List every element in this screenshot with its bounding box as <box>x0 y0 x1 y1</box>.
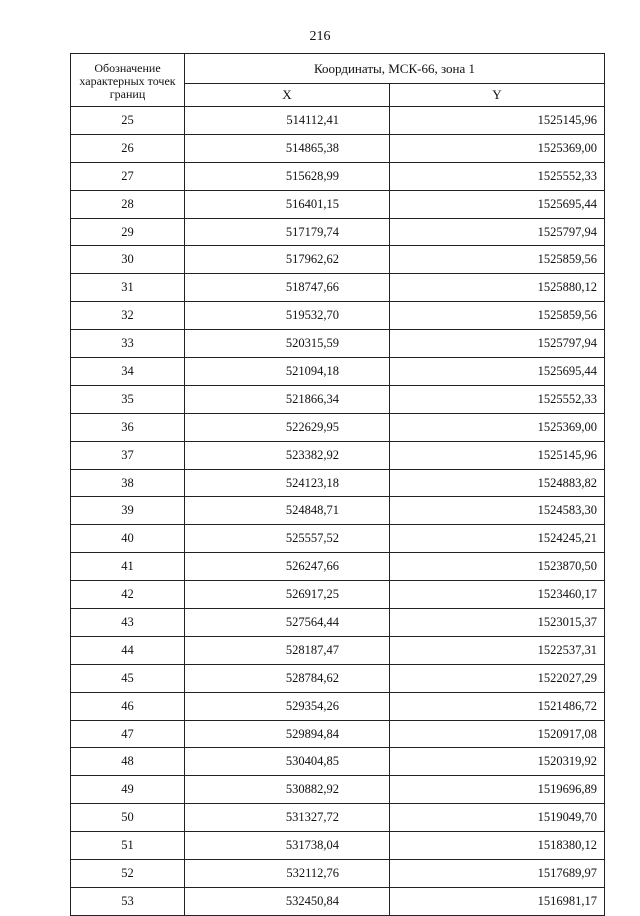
x-cell: 528187,47 <box>185 636 390 664</box>
point-cell: 53 <box>71 887 185 915</box>
y-cell: 1525695,44 <box>390 190 605 218</box>
table-row <box>71 190 605 218</box>
y-cell: 1521486,72 <box>390 692 605 720</box>
table-row <box>71 413 605 441</box>
x-cell: 532112,76 <box>185 860 390 888</box>
table-row <box>71 553 605 581</box>
point-cell: 46 <box>71 692 185 720</box>
x-cell: 514112,41 <box>185 107 390 135</box>
y-cell: 1518380,12 <box>390 832 605 860</box>
table-row <box>71 860 605 888</box>
x-cell: 527564,44 <box>185 609 390 637</box>
point-cell: 47 <box>71 720 185 748</box>
y-cell: 1516981,17 <box>390 887 605 915</box>
point-cell: 48 <box>71 748 185 776</box>
table-row <box>71 776 605 804</box>
y-cell: 1519696,89 <box>390 776 605 804</box>
x-cell: 529894,84 <box>185 720 390 748</box>
point-cell: 29 <box>71 218 185 246</box>
table-row <box>71 134 605 162</box>
point-cell: 36 <box>71 413 185 441</box>
table-row <box>71 720 605 748</box>
x-cell: 518747,66 <box>185 274 390 302</box>
x-cell: 517962,62 <box>185 246 390 274</box>
table-row <box>71 636 605 664</box>
y-cell: 1524583,30 <box>390 497 605 525</box>
y-cell: 1525859,56 <box>390 246 605 274</box>
x-cell: 521094,18 <box>185 358 390 386</box>
point-cell: 49 <box>71 776 185 804</box>
x-cell: 522629,95 <box>185 413 390 441</box>
table-row <box>71 441 605 469</box>
point-cell: 38 <box>71 469 185 497</box>
coordinates-table <box>70 53 605 916</box>
point-cell: 43 <box>71 609 185 637</box>
x-cell: 531327,72 <box>185 804 390 832</box>
y-cell: 1524883,82 <box>390 469 605 497</box>
point-cell: 39 <box>71 497 185 525</box>
table-row <box>71 358 605 386</box>
y-cell: 1523460,17 <box>390 581 605 609</box>
point-cell: 35 <box>71 385 185 413</box>
y-cell: 1524245,21 <box>390 525 605 553</box>
y-cell: 1525145,96 <box>390 441 605 469</box>
table-row <box>71 887 605 915</box>
header-coordinates-group: Координаты, МСК-66, зона 1 <box>185 54 605 84</box>
y-cell: 1525859,56 <box>390 302 605 330</box>
y-cell: 1520319,92 <box>390 748 605 776</box>
y-cell: 1525797,94 <box>390 330 605 358</box>
point-cell: 52 <box>71 860 185 888</box>
x-cell: 526917,25 <box>185 581 390 609</box>
y-cell: 1525552,33 <box>390 162 605 190</box>
point-cell: 40 <box>71 525 185 553</box>
table-body <box>71 107 605 916</box>
y-cell: 1525145,96 <box>390 107 605 135</box>
y-cell: 1522537,31 <box>390 636 605 664</box>
point-cell: 51 <box>71 832 185 860</box>
table-row <box>71 469 605 497</box>
table-row <box>71 497 605 525</box>
table-row <box>71 664 605 692</box>
x-cell: 528784,62 <box>185 664 390 692</box>
x-cell: 520315,59 <box>185 330 390 358</box>
x-cell: 514865,38 <box>185 134 390 162</box>
y-cell: 1525369,00 <box>390 134 605 162</box>
y-cell: 1519049,70 <box>390 804 605 832</box>
x-cell: 532450,84 <box>185 887 390 915</box>
table-row <box>71 385 605 413</box>
x-cell: 530404,85 <box>185 748 390 776</box>
y-cell: 1525695,44 <box>390 358 605 386</box>
table-row <box>71 525 605 553</box>
x-cell: 526247,66 <box>185 553 390 581</box>
y-cell: 1520917,08 <box>390 720 605 748</box>
point-cell: 28 <box>71 190 185 218</box>
table-row <box>71 274 605 302</box>
header-x: X <box>185 84 390 107</box>
y-cell: 1525797,94 <box>390 218 605 246</box>
y-cell: 1523015,37 <box>390 609 605 637</box>
x-cell: 531738,04 <box>185 832 390 860</box>
x-cell: 516401,15 <box>185 190 390 218</box>
point-cell: 42 <box>71 581 185 609</box>
y-cell: 1522027,29 <box>390 664 605 692</box>
table-row <box>71 581 605 609</box>
point-cell: 44 <box>71 636 185 664</box>
x-cell: 519532,70 <box>185 302 390 330</box>
point-cell: 26 <box>71 134 185 162</box>
table-row <box>71 330 605 358</box>
table-row <box>71 609 605 637</box>
table-row <box>71 692 605 720</box>
point-cell: 41 <box>71 553 185 581</box>
point-cell: 45 <box>71 664 185 692</box>
header-point-label: Обозначение характерных точек границ <box>71 54 185 107</box>
table-row <box>71 218 605 246</box>
table-row <box>71 302 605 330</box>
point-cell: 50 <box>71 804 185 832</box>
table-header <box>71 54 605 107</box>
y-cell: 1525880,12 <box>390 274 605 302</box>
y-cell: 1517689,97 <box>390 860 605 888</box>
point-cell: 32 <box>71 302 185 330</box>
point-cell: 31 <box>71 274 185 302</box>
y-cell: 1525369,00 <box>390 413 605 441</box>
x-cell: 524123,18 <box>185 469 390 497</box>
y-cell: 1525552,33 <box>390 385 605 413</box>
x-cell: 529354,26 <box>185 692 390 720</box>
point-cell: 37 <box>71 441 185 469</box>
x-cell: 524848,71 <box>185 497 390 525</box>
x-cell: 521866,34 <box>185 385 390 413</box>
x-cell: 517179,74 <box>185 218 390 246</box>
point-cell: 25 <box>71 107 185 135</box>
table-row <box>71 748 605 776</box>
x-cell: 515628,99 <box>185 162 390 190</box>
table-row <box>71 246 605 274</box>
point-cell: 27 <box>71 162 185 190</box>
y-cell: 1523870,50 <box>390 553 605 581</box>
header-y: Y <box>390 84 605 107</box>
table-row <box>71 107 605 135</box>
page-number: 216 <box>309 29 331 44</box>
x-cell: 525557,52 <box>185 525 390 553</box>
table-row <box>71 162 605 190</box>
x-cell: 523382,92 <box>185 441 390 469</box>
point-cell: 34 <box>71 358 185 386</box>
table-row <box>71 804 605 832</box>
point-cell: 30 <box>71 246 185 274</box>
table-row <box>71 832 605 860</box>
x-cell: 530882,92 <box>185 776 390 804</box>
point-cell: 33 <box>71 330 185 358</box>
